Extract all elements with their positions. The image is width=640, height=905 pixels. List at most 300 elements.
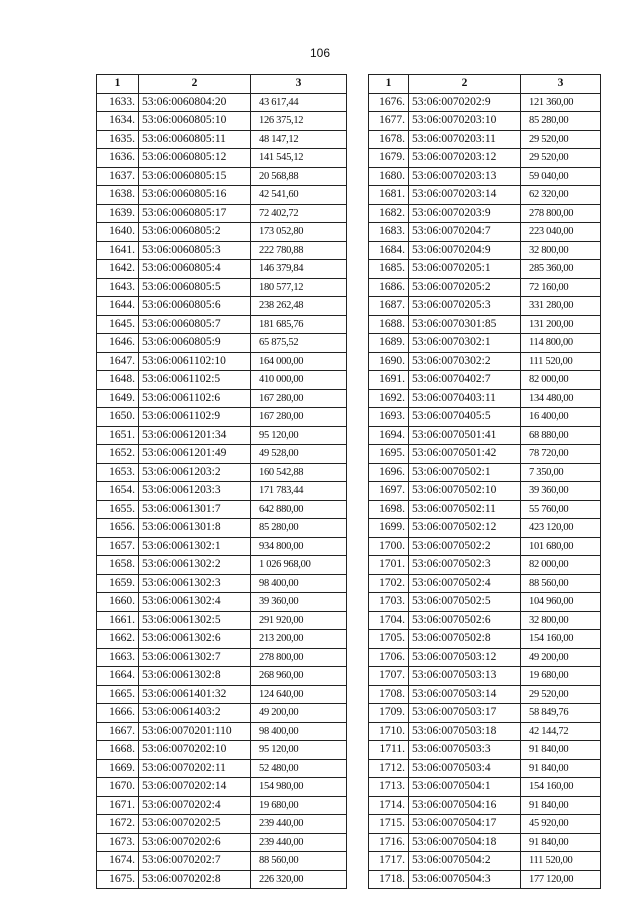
row-number: 1681. bbox=[369, 186, 409, 205]
row-number: 1651. bbox=[97, 426, 139, 445]
table-row bbox=[97, 556, 347, 575]
cadastral-value: 154 980,00 bbox=[251, 778, 347, 797]
cadastral-number: 53:06:0060805:11 bbox=[139, 130, 251, 149]
row-number: 1675. bbox=[97, 870, 139, 889]
cadastral-value: 20 568,88 bbox=[251, 167, 347, 186]
row-number: 1714. bbox=[369, 796, 409, 815]
table-row bbox=[369, 778, 601, 797]
table-row bbox=[369, 315, 601, 334]
table-row bbox=[97, 408, 347, 427]
cadastral-value: 49 200,00 bbox=[521, 648, 601, 667]
cadastral-number: 53:06:0061203:3 bbox=[139, 482, 251, 501]
cadastral-value: 16 400,00 bbox=[521, 408, 601, 427]
table-row bbox=[369, 297, 601, 316]
cadastral-number: 53:06:0060805:5 bbox=[139, 278, 251, 297]
row-number: 1642. bbox=[97, 260, 139, 279]
cadastral-value: 331 280,00 bbox=[521, 297, 601, 316]
cadastral-number: 53:06:0060805:16 bbox=[139, 186, 251, 205]
row-number: 1717. bbox=[369, 852, 409, 871]
row-number: 1718. bbox=[369, 870, 409, 889]
table-row bbox=[369, 574, 601, 593]
row-number: 1657. bbox=[97, 537, 139, 556]
cadastral-value: 29 520,00 bbox=[521, 130, 601, 149]
table-row bbox=[369, 130, 601, 149]
cadastral-value: 278 800,00 bbox=[521, 204, 601, 223]
table-row bbox=[97, 796, 347, 815]
table-row bbox=[97, 426, 347, 445]
row-number: 1692. bbox=[369, 389, 409, 408]
cadastral-number: 53:06:0061403:2 bbox=[139, 704, 251, 723]
column-header-3: 3 bbox=[521, 75, 601, 94]
table-row bbox=[97, 704, 347, 723]
table-row bbox=[369, 759, 601, 778]
cadastral-value: 88 560,00 bbox=[251, 852, 347, 871]
cadastral-number: 53:06:0070504:16 bbox=[409, 796, 521, 815]
table-row bbox=[97, 722, 347, 741]
cadastral-number: 53:06:0070502:11 bbox=[409, 500, 521, 519]
row-number: 1661. bbox=[97, 611, 139, 630]
cadastral-value: 29 520,00 bbox=[521, 685, 601, 704]
row-number: 1696. bbox=[369, 463, 409, 482]
row-number: 1672. bbox=[97, 815, 139, 834]
cadastral-value: 45 920,00 bbox=[521, 815, 601, 834]
cadastral-number: 53:06:0070503:12 bbox=[409, 648, 521, 667]
cadastral-number: 53:06:0070503:3 bbox=[409, 741, 521, 760]
table-row bbox=[369, 741, 601, 760]
row-number: 1637. bbox=[97, 167, 139, 186]
table-row bbox=[97, 149, 347, 168]
row-number: 1645. bbox=[97, 315, 139, 334]
row-number: 1698. bbox=[369, 500, 409, 519]
row-number: 1689. bbox=[369, 334, 409, 353]
cadastral-value: 65 875,52 bbox=[251, 334, 347, 353]
row-number: 1694. bbox=[369, 426, 409, 445]
cadastral-number: 53:06:0070202:11 bbox=[139, 759, 251, 778]
cadastral-value: 410 000,00 bbox=[251, 371, 347, 390]
row-number: 1654. bbox=[97, 482, 139, 501]
cadastral-table-right bbox=[368, 74, 601, 889]
cadastral-number: 53:06:0070203:9 bbox=[409, 204, 521, 223]
cadastral-number: 53:06:0070502:10 bbox=[409, 482, 521, 501]
cadastral-value: 222 780,88 bbox=[251, 241, 347, 260]
cadastral-number: 53:06:0061201:34 bbox=[139, 426, 251, 445]
cadastral-number: 53:06:0070403:11 bbox=[409, 389, 521, 408]
cadastral-value: 1 026 968,00 bbox=[251, 556, 347, 575]
cadastral-value: 95 120,00 bbox=[251, 426, 347, 445]
cadastral-value: 32 800,00 bbox=[521, 241, 601, 260]
row-number: 1635. bbox=[97, 130, 139, 149]
row-number: 1705. bbox=[369, 630, 409, 649]
cadastral-number: 53:06:0061301:8 bbox=[139, 519, 251, 538]
table-row bbox=[369, 426, 601, 445]
table-row bbox=[369, 630, 601, 649]
table-row bbox=[97, 260, 347, 279]
cadastral-number: 53:06:0070203:14 bbox=[409, 186, 521, 205]
row-number: 1709. bbox=[369, 704, 409, 723]
table-row bbox=[369, 463, 601, 482]
table-row bbox=[97, 815, 347, 834]
row-number: 1685. bbox=[369, 260, 409, 279]
row-number: 1710. bbox=[369, 722, 409, 741]
table-row bbox=[369, 704, 601, 723]
table-row bbox=[97, 297, 347, 316]
row-number: 1686. bbox=[369, 278, 409, 297]
table-row bbox=[369, 519, 601, 538]
table-row bbox=[97, 611, 347, 630]
cadastral-value: 164 000,00 bbox=[251, 352, 347, 371]
cadastral-number: 53:06:0061102:5 bbox=[139, 371, 251, 390]
cadastral-value: 91 840,00 bbox=[521, 759, 601, 778]
cadastral-number: 53:06:0070502:4 bbox=[409, 574, 521, 593]
cadastral-value: 98 400,00 bbox=[251, 574, 347, 593]
row-number: 1633. bbox=[97, 93, 139, 112]
table-row bbox=[369, 611, 601, 630]
table-row bbox=[369, 482, 601, 501]
table-row bbox=[97, 500, 347, 519]
cadastral-number: 53:06:0060805:4 bbox=[139, 260, 251, 279]
cadastral-value: 42 144,72 bbox=[521, 722, 601, 741]
cadastral-value: 114 800,00 bbox=[521, 334, 601, 353]
cadastral-value: 7 350,00 bbox=[521, 463, 601, 482]
cadastral-value: 181 685,76 bbox=[251, 315, 347, 334]
cadastral-number: 53:06:0070202:6 bbox=[139, 833, 251, 852]
cadastral-value: 49 528,00 bbox=[251, 445, 347, 464]
cadastral-number: 53:06:0061102:9 bbox=[139, 408, 251, 427]
table-row bbox=[97, 167, 347, 186]
row-number: 1669. bbox=[97, 759, 139, 778]
table-row bbox=[369, 260, 601, 279]
cadastral-value: 278 800,00 bbox=[251, 648, 347, 667]
cadastral-number: 53:06:0070504:18 bbox=[409, 833, 521, 852]
table-row bbox=[369, 334, 601, 353]
table-row bbox=[97, 833, 347, 852]
cadastral-number: 53:06:0061302:7 bbox=[139, 648, 251, 667]
cadastral-number: 53:06:0070504:2 bbox=[409, 852, 521, 871]
table-row bbox=[369, 556, 601, 575]
table-row bbox=[97, 537, 347, 556]
cadastral-value: 167 280,00 bbox=[251, 408, 347, 427]
table-header-row bbox=[97, 75, 347, 94]
cadastral-value: 98 400,00 bbox=[251, 722, 347, 741]
column-header-3: 3 bbox=[251, 75, 347, 94]
table-row bbox=[97, 759, 347, 778]
cadastral-number: 53:06:0070203:11 bbox=[409, 130, 521, 149]
row-number: 1707. bbox=[369, 667, 409, 686]
table-row bbox=[97, 371, 347, 390]
cadastral-number: 53:06:0060804:20 bbox=[139, 93, 251, 112]
cadastral-number: 53:06:0061302:4 bbox=[139, 593, 251, 612]
cadastral-number: 53:06:0061302:5 bbox=[139, 611, 251, 630]
table-row bbox=[97, 593, 347, 612]
row-number: 1655. bbox=[97, 500, 139, 519]
row-number: 1688. bbox=[369, 315, 409, 334]
row-number: 1703. bbox=[369, 593, 409, 612]
row-number: 1701. bbox=[369, 556, 409, 575]
table-header-row bbox=[369, 75, 601, 94]
cadastral-number: 53:06:0070501:41 bbox=[409, 426, 521, 445]
cadastral-number: 53:06:0070503:14 bbox=[409, 685, 521, 704]
cadastral-number: 53:06:0060805:6 bbox=[139, 297, 251, 316]
cadastral-number: 53:06:0060805:3 bbox=[139, 241, 251, 260]
cadastral-value: 239 440,00 bbox=[251, 833, 347, 852]
cadastral-value: 72 402,72 bbox=[251, 204, 347, 223]
cadastral-number: 53:06:0070502:1 bbox=[409, 463, 521, 482]
table-row bbox=[97, 667, 347, 686]
cadastral-value: 85 280,00 bbox=[521, 112, 601, 131]
row-number: 1679. bbox=[369, 149, 409, 168]
column-header-1: 1 bbox=[97, 75, 139, 94]
cadastral-number: 53:06:0070205:3 bbox=[409, 297, 521, 316]
row-number: 1670. bbox=[97, 778, 139, 797]
table-row bbox=[97, 519, 347, 538]
cadastral-value: 239 440,00 bbox=[251, 815, 347, 834]
table-row bbox=[97, 93, 347, 112]
cadastral-value: 49 200,00 bbox=[251, 704, 347, 723]
table-row bbox=[369, 685, 601, 704]
row-number: 1687. bbox=[369, 297, 409, 316]
cadastral-number: 53:06:0070201:110 bbox=[139, 722, 251, 741]
cadastral-value: 19 680,00 bbox=[251, 796, 347, 815]
cadastral-value: 177 120,00 bbox=[521, 870, 601, 889]
cadastral-number: 53:06:0070501:42 bbox=[409, 445, 521, 464]
table-row bbox=[369, 204, 601, 223]
cadastral-value: 111 520,00 bbox=[521, 352, 601, 371]
cadastral-value: 131 200,00 bbox=[521, 315, 601, 334]
row-number: 1656. bbox=[97, 519, 139, 538]
cadastral-number: 53:06:0060805:10 bbox=[139, 112, 251, 131]
cadastral-number: 53:06:0060805:9 bbox=[139, 334, 251, 353]
cadastral-number: 53:06:0070503:18 bbox=[409, 722, 521, 741]
cadastral-number: 53:06:0070205:2 bbox=[409, 278, 521, 297]
cadastral-value: 101 680,00 bbox=[521, 537, 601, 556]
cadastral-value: 154 160,00 bbox=[521, 778, 601, 797]
cadastral-value: 95 120,00 bbox=[251, 741, 347, 760]
cadastral-number: 53:06:0070503:13 bbox=[409, 667, 521, 686]
row-number: 1676. bbox=[369, 93, 409, 112]
cadastral-number: 53:06:0070502:12 bbox=[409, 519, 521, 538]
table-row bbox=[369, 722, 601, 741]
cadastral-value: 141 545,12 bbox=[251, 149, 347, 168]
row-number: 1673. bbox=[97, 833, 139, 852]
cadastral-number: 53:06:0070203:10 bbox=[409, 112, 521, 131]
cadastral-number: 53:06:0061302:8 bbox=[139, 667, 251, 686]
table-row bbox=[369, 352, 601, 371]
table-row bbox=[97, 389, 347, 408]
row-number: 1716. bbox=[369, 833, 409, 852]
cadastral-number: 53:06:0070405:5 bbox=[409, 408, 521, 427]
table-row bbox=[97, 648, 347, 667]
table-row bbox=[369, 408, 601, 427]
cadastral-value: 82 000,00 bbox=[521, 371, 601, 390]
row-number: 1638. bbox=[97, 186, 139, 205]
cadastral-number: 53:06:0060805:17 bbox=[139, 204, 251, 223]
cadastral-value: 43 617,44 bbox=[251, 93, 347, 112]
row-number: 1658. bbox=[97, 556, 139, 575]
cadastral-value: 85 280,00 bbox=[251, 519, 347, 538]
cadastral-number: 53:06:0070402:7 bbox=[409, 371, 521, 390]
row-number: 1700. bbox=[369, 537, 409, 556]
cadastral-value: 19 680,00 bbox=[521, 667, 601, 686]
row-number: 1711. bbox=[369, 741, 409, 760]
cadastral-number: 53:06:0070504:1 bbox=[409, 778, 521, 797]
cadastral-value: 291 920,00 bbox=[251, 611, 347, 630]
table-row bbox=[97, 112, 347, 131]
row-number: 1668. bbox=[97, 741, 139, 760]
cadastral-number: 53:06:0070504:17 bbox=[409, 815, 521, 834]
cadastral-value: 91 840,00 bbox=[521, 741, 601, 760]
row-number: 1662. bbox=[97, 630, 139, 649]
row-number: 1660. bbox=[97, 593, 139, 612]
table-row bbox=[369, 112, 601, 131]
cadastral-value: 223 040,00 bbox=[521, 223, 601, 242]
cadastral-number: 53:06:0061301:7 bbox=[139, 500, 251, 519]
cadastral-value: 934 800,00 bbox=[251, 537, 347, 556]
table-row bbox=[97, 130, 347, 149]
cadastral-value: 59 040,00 bbox=[521, 167, 601, 186]
table-row bbox=[369, 648, 601, 667]
cadastral-value: 72 160,00 bbox=[521, 278, 601, 297]
cadastral-number: 53:06:0070301:85 bbox=[409, 315, 521, 334]
cadastral-value: 226 320,00 bbox=[251, 870, 347, 889]
cadastral-value: 171 783,44 bbox=[251, 482, 347, 501]
cadastral-number: 53:06:0070502:3 bbox=[409, 556, 521, 575]
cadastral-value: 238 262,48 bbox=[251, 297, 347, 316]
row-number: 1644. bbox=[97, 297, 139, 316]
cadastral-number: 53:06:0070202:14 bbox=[139, 778, 251, 797]
cadastral-value: 268 960,00 bbox=[251, 667, 347, 686]
table-row bbox=[369, 241, 601, 260]
table-row bbox=[97, 482, 347, 501]
cadastral-value: 32 800,00 bbox=[521, 611, 601, 630]
row-number: 1708. bbox=[369, 685, 409, 704]
row-number: 1693. bbox=[369, 408, 409, 427]
table-row bbox=[369, 667, 601, 686]
column-header-2: 2 bbox=[139, 75, 251, 94]
row-number: 1684. bbox=[369, 241, 409, 260]
row-number: 1706. bbox=[369, 648, 409, 667]
row-number: 1683. bbox=[369, 223, 409, 242]
cadastral-value: 58 849,76 bbox=[521, 704, 601, 723]
cadastral-value: 39 360,00 bbox=[521, 482, 601, 501]
cadastral-value: 213 200,00 bbox=[251, 630, 347, 649]
cadastral-value: 91 840,00 bbox=[521, 796, 601, 815]
cadastral-number: 53:06:0070202:7 bbox=[139, 852, 251, 871]
table-row bbox=[369, 593, 601, 612]
table-row bbox=[97, 186, 347, 205]
cadastral-number: 53:06:0070503:17 bbox=[409, 704, 521, 723]
table-row bbox=[369, 278, 601, 297]
cadastral-number: 53:06:0061401:32 bbox=[139, 685, 251, 704]
table-row bbox=[369, 371, 601, 390]
row-number: 1636. bbox=[97, 149, 139, 168]
cadastral-number: 53:06:0070302:2 bbox=[409, 352, 521, 371]
table-row bbox=[369, 445, 601, 464]
cadastral-number: 53:06:0061302:6 bbox=[139, 630, 251, 649]
row-number: 1691. bbox=[369, 371, 409, 390]
table-row bbox=[369, 537, 601, 556]
cadastral-value: 68 880,00 bbox=[521, 426, 601, 445]
row-number: 1649. bbox=[97, 389, 139, 408]
row-number: 1646. bbox=[97, 334, 139, 353]
cadastral-value: 48 147,12 bbox=[251, 130, 347, 149]
cadastral-number: 53:06:0061102:6 bbox=[139, 389, 251, 408]
row-number: 1648. bbox=[97, 371, 139, 390]
table-row bbox=[97, 241, 347, 260]
cadastral-number: 53:06:0070204:7 bbox=[409, 223, 521, 242]
row-number: 1695. bbox=[369, 445, 409, 464]
table-row bbox=[369, 500, 601, 519]
row-number: 1677. bbox=[369, 112, 409, 131]
table-row bbox=[97, 278, 347, 297]
row-number: 1713. bbox=[369, 778, 409, 797]
table-row bbox=[97, 870, 347, 889]
row-number: 1712. bbox=[369, 759, 409, 778]
table-row bbox=[97, 223, 347, 242]
table-row bbox=[97, 630, 347, 649]
table-row bbox=[97, 315, 347, 334]
cadastral-value: 88 560,00 bbox=[521, 574, 601, 593]
cadastral-value: 29 520,00 bbox=[521, 149, 601, 168]
row-number: 1704. bbox=[369, 611, 409, 630]
cadastral-number: 53:06:0070502:2 bbox=[409, 537, 521, 556]
column-header-1: 1 bbox=[369, 75, 409, 94]
table-row bbox=[97, 334, 347, 353]
cadastral-value: 78 720,00 bbox=[521, 445, 601, 464]
table-row bbox=[97, 685, 347, 704]
cadastral-number: 53:06:0061203:2 bbox=[139, 463, 251, 482]
cadastral-value: 82 000,00 bbox=[521, 556, 601, 575]
cadastral-value: 39 360,00 bbox=[251, 593, 347, 612]
table-row bbox=[97, 574, 347, 593]
cadastral-number: 53:06:0061201:49 bbox=[139, 445, 251, 464]
cadastral-number: 53:06:0070503:4 bbox=[409, 759, 521, 778]
row-number: 1702. bbox=[369, 574, 409, 593]
cadastral-number: 53:06:0061302:2 bbox=[139, 556, 251, 575]
row-number: 1650. bbox=[97, 408, 139, 427]
cadastral-number: 53:06:0060805:15 bbox=[139, 167, 251, 186]
row-number: 1715. bbox=[369, 815, 409, 834]
row-number: 1653. bbox=[97, 463, 139, 482]
cadastral-number: 53:06:0070202:4 bbox=[139, 796, 251, 815]
table-row bbox=[369, 389, 601, 408]
cadastral-value: 91 840,00 bbox=[521, 833, 601, 852]
cadastral-value: 42 541,60 bbox=[251, 186, 347, 205]
cadastral-number: 53:06:0070502:8 bbox=[409, 630, 521, 649]
row-number: 1639. bbox=[97, 204, 139, 223]
row-number: 1643. bbox=[97, 278, 139, 297]
table-row bbox=[97, 741, 347, 760]
cadastral-number: 53:06:0070202:8 bbox=[139, 870, 251, 889]
row-number: 1678. bbox=[369, 130, 409, 149]
cadastral-number: 53:06:0061102:10 bbox=[139, 352, 251, 371]
cadastral-value: 134 480,00 bbox=[521, 389, 601, 408]
row-number: 1663. bbox=[97, 648, 139, 667]
cadastral-number: 53:06:0070202:5 bbox=[139, 815, 251, 834]
cadastral-value: 423 120,00 bbox=[521, 519, 601, 538]
cadastral-value: 111 520,00 bbox=[521, 852, 601, 871]
cadastral-number: 53:06:0070203:12 bbox=[409, 149, 521, 168]
cadastral-value: 167 280,00 bbox=[251, 389, 347, 408]
cadastral-number: 53:06:0070204:9 bbox=[409, 241, 521, 260]
cadastral-value: 154 160,00 bbox=[521, 630, 601, 649]
table-row bbox=[369, 167, 601, 186]
cadastral-number: 53:06:0070502:6 bbox=[409, 611, 521, 630]
row-number: 1680. bbox=[369, 167, 409, 186]
table-row bbox=[369, 870, 601, 889]
table-row bbox=[97, 204, 347, 223]
page-number: 106 bbox=[309, 46, 331, 60]
cadastral-value: 104 960,00 bbox=[521, 593, 601, 612]
